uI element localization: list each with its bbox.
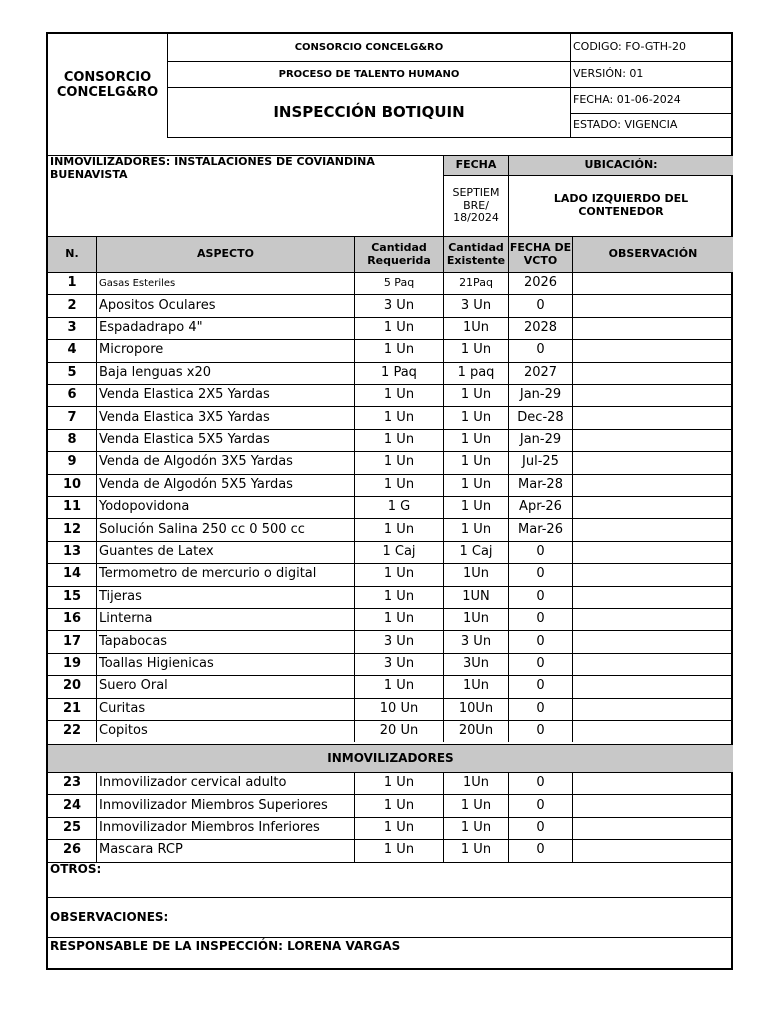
col-observation: OBSERVACIÓN <box>572 236 733 272</box>
row-aspect: Inmovilizador Miembros Inferiores <box>96 817 354 839</box>
company-title: CONSORCIO CONCELG&RO <box>167 34 570 61</box>
inspection-date: SEPTIEM BRE/ 18/2024 <box>443 175 508 236</box>
row-aspect: Yodopovidona <box>96 496 354 518</box>
row-existing-qty: 20Un <box>443 720 508 742</box>
row-number: 24 <box>48 794 96 816</box>
row-observation <box>572 451 733 473</box>
row-aspect: Micropore <box>96 339 354 361</box>
row-required-qty: 1 Un <box>354 608 443 630</box>
doc-code: CODIGO: FO-GTH-20 <box>570 34 733 61</box>
row-required-qty: 1 Un <box>354 451 443 473</box>
row-aspect: Espadadrapo 4" <box>96 317 354 339</box>
row-aspect: Tapabocas <box>96 630 354 652</box>
company-name: CONSORCIO CONCELG&RO <box>56 70 159 100</box>
row-existing-qty: 1UN <box>443 586 508 608</box>
row-observation <box>572 384 733 406</box>
row-observation <box>572 317 733 339</box>
row-observation <box>572 630 733 652</box>
col-required-qty: Cantidad Requerida <box>354 236 443 272</box>
row-aspect: Copitos <box>96 720 354 742</box>
row-required-qty: 3 Un <box>354 653 443 675</box>
row-observation <box>572 474 733 496</box>
row-number: 11 <box>48 496 96 518</box>
row-number: 15 <box>48 586 96 608</box>
row-expiry-date: 2026 <box>508 272 572 294</box>
section-title: INMOVILIZADORES <box>48 744 733 772</box>
row-required-qty: 1 Un <box>354 384 443 406</box>
row-existing-qty: 1Un <box>443 608 508 630</box>
row-number: 2 <box>48 294 96 316</box>
row-number: 4 <box>48 339 96 361</box>
row-existing-qty: 3 Un <box>443 630 508 652</box>
row-observation <box>572 339 733 361</box>
row-existing-qty: 1 paq <box>443 362 508 384</box>
row-expiry-date: Apr-26 <box>508 496 572 518</box>
row-aspect: Venda Elastica 3X5 Yardas <box>96 406 354 428</box>
row-observation <box>572 720 733 742</box>
row-observation <box>572 294 733 316</box>
row-expiry-date: 0 <box>508 294 572 316</box>
row-number: 9 <box>48 451 96 473</box>
observations-label: OBSERVACIONES: <box>48 897 733 937</box>
row-observation <box>572 653 733 675</box>
row-aspect: Inmovilizador Miembros Superiores <box>96 794 354 816</box>
row-number: 23 <box>48 772 96 794</box>
row-existing-qty: 21Paq <box>443 272 508 294</box>
others-label: OTROS: <box>48 862 733 897</box>
row-expiry-date: 0 <box>508 630 572 652</box>
row-aspect: Tijeras <box>96 586 354 608</box>
row-expiry-date: Jul-25 <box>508 451 572 473</box>
row-aspect: Venda de Algodón 5X5 Yardas <box>96 474 354 496</box>
row-number: 1 <box>48 272 96 294</box>
row-required-qty: 1 Un <box>354 839 443 861</box>
document-title: INSPECCIÓN BOTIQUIN <box>167 87 570 138</box>
row-observation <box>572 675 733 697</box>
row-number: 17 <box>48 630 96 652</box>
row-number: 16 <box>48 608 96 630</box>
row-existing-qty: 1 Un <box>443 406 508 428</box>
row-required-qty: 1 Un <box>354 518 443 540</box>
row-observation <box>572 772 733 794</box>
row-expiry-date: Jan-29 <box>508 384 572 406</box>
row-expiry-date: 0 <box>508 586 572 608</box>
row-required-qty: 1 Un <box>354 339 443 361</box>
location-value: LADO IZQUIERDO DEL CONTENEDOR <box>508 175 733 236</box>
date-label: FECHA <box>443 155 508 175</box>
row-existing-qty: 1 Un <box>443 794 508 816</box>
row-expiry-date: 0 <box>508 563 572 585</box>
row-aspect: Venda Elastica 2X5 Yardas <box>96 384 354 406</box>
row-required-qty: 1 Un <box>354 817 443 839</box>
row-expiry-date: 0 <box>508 675 572 697</box>
row-number: 12 <box>48 518 96 540</box>
row-number: 26 <box>48 839 96 861</box>
row-required-qty: 1 Un <box>354 563 443 585</box>
row-observation <box>572 698 733 720</box>
row-aspect: Apositos Oculares <box>96 294 354 316</box>
row-required-qty: 1 G <box>354 496 443 518</box>
row-expiry-date: 0 <box>508 608 572 630</box>
row-existing-qty: 10Un <box>443 698 508 720</box>
row-observation <box>572 429 733 451</box>
row-existing-qty: 1 Un <box>443 518 508 540</box>
row-expiry-date: Mar-28 <box>508 474 572 496</box>
row-aspect: Venda Elastica 5X5 Yardas <box>96 429 354 451</box>
row-observation <box>572 817 733 839</box>
row-required-qty: 1 Paq <box>354 362 443 384</box>
row-expiry-date: 0 <box>508 653 572 675</box>
row-aspect: Solución Salina 250 cc 0 500 cc <box>96 518 354 540</box>
row-existing-qty: 1 Un <box>443 429 508 451</box>
col-expiry-date: FECHA DE VCTO <box>508 236 572 272</box>
row-number: 6 <box>48 384 96 406</box>
row-number: 7 <box>48 406 96 428</box>
row-required-qty: 1 Un <box>354 317 443 339</box>
row-number: 21 <box>48 698 96 720</box>
row-expiry-date: 0 <box>508 339 572 361</box>
row-number: 19 <box>48 653 96 675</box>
row-existing-qty: 1Un <box>443 675 508 697</box>
row-aspect: Linterna <box>96 608 354 630</box>
row-observation <box>572 272 733 294</box>
row-expiry-date: Jan-29 <box>508 429 572 451</box>
row-number: 10 <box>48 474 96 496</box>
row-observation <box>572 839 733 861</box>
row-required-qty: 1 Un <box>354 675 443 697</box>
row-expiry-date: Dec-28 <box>508 406 572 428</box>
row-required-qty: 3 Un <box>354 294 443 316</box>
row-aspect: Inmovilizador cervical adulto <box>96 772 354 794</box>
row-required-qty: 1 Caj <box>354 541 443 563</box>
row-observation <box>572 518 733 540</box>
row-aspect: Venda de Algodón 3X5 Yardas <box>96 451 354 473</box>
row-observation <box>572 563 733 585</box>
col-number: N. <box>48 236 96 272</box>
row-observation <box>572 362 733 384</box>
row-existing-qty: 1 Un <box>443 474 508 496</box>
row-expiry-date: 0 <box>508 794 572 816</box>
row-required-qty: 1 Un <box>354 794 443 816</box>
row-existing-qty: 1 Un <box>443 384 508 406</box>
row-expiry-date: 2027 <box>508 362 572 384</box>
row-existing-qty: 1 Un <box>443 496 508 518</box>
location-label: UBICACIÓN: <box>508 155 733 175</box>
row-existing-qty: 3 Un <box>443 294 508 316</box>
process-title: PROCESO DE TALENTO HUMANO <box>167 61 570 87</box>
row-required-qty: 1 Un <box>354 474 443 496</box>
inspector-label: RESPONSABLE DE LA INSPECCIÓN: LORENA VARGAS <box>48 937 733 970</box>
row-expiry-date: 0 <box>508 698 572 720</box>
row-number: 3 <box>48 317 96 339</box>
row-expiry-date: 2028 <box>508 317 572 339</box>
row-number: 8 <box>48 429 96 451</box>
row-expiry-date: 0 <box>508 839 572 861</box>
row-existing-qty: 1 Un <box>443 451 508 473</box>
row-required-qty: 1 Un <box>354 586 443 608</box>
row-observation <box>572 496 733 518</box>
row-existing-qty: 1Un <box>443 563 508 585</box>
row-aspect: Baja lenguas x20 <box>96 362 354 384</box>
row-expiry-date: 0 <box>508 817 572 839</box>
col-aspect: ASPECTO <box>96 236 354 272</box>
row-required-qty: 20 Un <box>354 720 443 742</box>
row-existing-qty: 1 Un <box>443 817 508 839</box>
row-required-qty: 5 Paq <box>354 272 443 294</box>
row-existing-qty: 1 Un <box>443 839 508 861</box>
row-aspect: Suero Oral <box>96 675 354 697</box>
row-observation <box>572 794 733 816</box>
row-expiry-date: 0 <box>508 541 572 563</box>
row-expiry-date: 0 <box>508 720 572 742</box>
row-required-qty: 3 Un <box>354 630 443 652</box>
row-number: 25 <box>48 817 96 839</box>
row-aspect: Guantes de Latex <box>96 541 354 563</box>
row-aspect: Curitas <box>96 698 354 720</box>
row-aspect: Toallas Higienicas <box>96 653 354 675</box>
row-observation <box>572 586 733 608</box>
row-number: 20 <box>48 675 96 697</box>
location-title: INMOVILIZADORES: INSTALACIONES DE COVIANDINA BUENAVISTA <box>48 155 443 236</box>
row-existing-qty: 1 Caj <box>443 541 508 563</box>
row-expiry-date: 0 <box>508 772 572 794</box>
row-existing-qty: 1 Un <box>443 339 508 361</box>
doc-date: FECHA: 01-06-2024 <box>570 87 733 113</box>
inspection-form <box>46 32 733 970</box>
col-existing-qty: Cantidad Existente <box>443 236 508 272</box>
row-required-qty: 10 Un <box>354 698 443 720</box>
row-expiry-date: Mar-26 <box>508 518 572 540</box>
row-observation <box>572 541 733 563</box>
row-existing-qty: 3Un <box>443 653 508 675</box>
row-number: 13 <box>48 541 96 563</box>
doc-version: VERSIÓN: 01 <box>570 61 733 87</box>
row-existing-qty: 1Un <box>443 317 508 339</box>
row-observation <box>572 406 733 428</box>
row-number: 5 <box>48 362 96 384</box>
row-aspect: Gasas Esteriles <box>96 272 354 294</box>
row-number: 22 <box>48 720 96 742</box>
row-number: 14 <box>48 563 96 585</box>
row-required-qty: 1 Un <box>354 429 443 451</box>
row-required-qty: 1 Un <box>354 772 443 794</box>
row-aspect: Termometro de mercurio o digital <box>96 563 354 585</box>
doc-status: ESTADO: VIGENCIA <box>570 113 733 138</box>
row-observation <box>572 608 733 630</box>
row-aspect: Mascara RCP <box>96 839 354 861</box>
row-required-qty: 1 Un <box>354 406 443 428</box>
row-existing-qty: 1Un <box>443 772 508 794</box>
